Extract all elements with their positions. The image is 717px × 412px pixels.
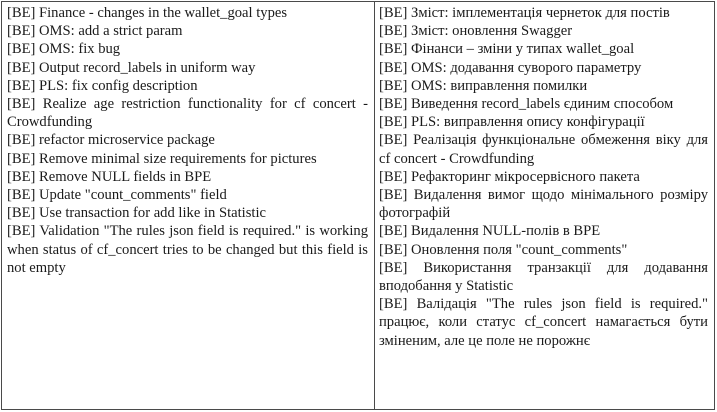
changelog-entry: [BE] Рефакторинг мікросервісного пакета	[379, 168, 640, 185]
changelog-entry: [BE] Зміст: імплементація чернеток для постів	[379, 5, 670, 21]
changelog-entry: [BE] Оновлення поля "count_comments"	[379, 241, 628, 258]
ukrainian-column	[375, 2, 714, 409]
changelog-entry: [BE] Update "count_comments" field	[7, 187, 227, 204]
changelog-entry: [BE] refactor microservice package	[7, 132, 215, 149]
english-column	[2, 2, 375, 409]
changelog-entry: [BE] OMS: виправлення помилки	[379, 77, 588, 94]
changelog-entry: [BE] Фінанси – зміни у типах wallet_goal	[379, 41, 635, 58]
changelog-entry: [BE] Реалізація функціональне обмеження віку для cf concert - Crowdfunding	[379, 132, 708, 167]
changelog-entry: [BE] Remove minimal size requirements for pictures	[7, 150, 317, 167]
changelog-table	[1, 1, 715, 410]
changelog-entry: [BE] OMS: додавання суворого параметру	[379, 59, 642, 76]
changelog-entry: [BE] Виведення record_labels єдиним способом	[379, 96, 674, 113]
changelog-entry: [BE] Validation "The rules json field is required." is working when status of cf_concert tries to be changed but this field is not empty	[7, 223, 368, 276]
changelog-entry: [BE] Remove NULL fields in BPE	[7, 168, 212, 185]
changelog-entry: [BE] Використання транзакції для додавання вподобання у Statistic	[379, 259, 708, 295]
changelog-entry: [BE] Realize age restriction functionality for cf concert - Crowdfunding	[7, 96, 368, 131]
changelog-entry: [BE] Finance - changes in the wallet_goal types	[7, 5, 288, 21]
changelog-entry: [BE] PLS: виправлення опису конфігурації	[379, 114, 645, 131]
changelog-entry: [BE] OMS: fix bug	[7, 41, 121, 58]
changelog-entry: [BE] Видалення вимог щодо мінімального розміру фотографій	[379, 187, 708, 222]
changelog-entry: [BE] Видалення NULL-полів в BPE	[379, 223, 601, 240]
changelog-entry: [BE] Зміст: оновлення Swagger	[379, 23, 573, 40]
changelog-entry: [BE] Use transaction for add like in Statistic	[7, 205, 266, 222]
changelog-entry: [BE] PLS: fix config description	[7, 77, 198, 94]
changelog-entry: [BE] OMS: add a strict param	[7, 23, 183, 40]
changelog-entry: [BE] Output record_labels in uniform way	[7, 59, 256, 76]
changelog-entry: [BE] Валідація "The rules json field is required." працює, коли статус cf_concert намагається бути зміненим, але це поле не порожнє	[379, 296, 708, 349]
